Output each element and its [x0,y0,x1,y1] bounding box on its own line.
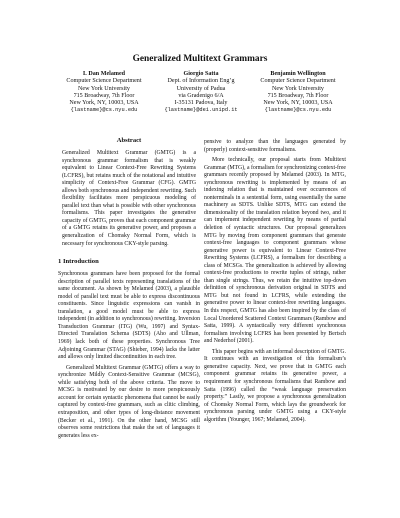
author-block [56,71,346,115]
intro-paragraph-1: Synchronous grammars have been proposed for the formal description of parallel texts representing translations of the same document. As shown by Melamed (2003), a plausible model of parallel text must be able to express discontinuous constituents. Since linguistic expressions can vanish in translation, a good model must be able to express independent (in addition to synchronous) rewriting. Inversion Transduction Grammar (ITG) (Wu, 1997) and Syntax-Directed Translation Schema (SDTS) (Aho and Ullman, 1969) lack both of these properties. Synchronous Tree Adjoining Grammar (STAG) (Shieber, 1994) lacks the latter and allows only limited discontinuities in each tree. [58,271,200,361]
author-dept: Computer Science Department [66,78,142,85]
intro-paragraph-3: More technically, our proposal starts from Multitext Grammar (MTG), a formalism for synchronizing context-free grammars recently proposed by Melamed (2003). In MTG, synchronous rewriting is implemented by means of an indexing relation that is maintained over occurrences of nonterminals in a sentential form, using essentially the same machinery as SDTS. Unlike SDTS, MTG can extend the dimensionality of the translation relation beyond two, and it can implement independent rewriting by means of partial deletion of syntactic structures. Our proposal generalizes MTG by moving from component grammars that generate context-free languages to component grammars whose generative power is equivalent to Linear Context-Free Rewriting Systems (LCFRS), a formalism for describing a class of MCSGs. The generalization is achieved by allowing context-free productions to rewrite tuples of strings, rather than single strings. Thus, we retain the intuitive top-down definition of synchronous derivation original in SDTS and MTG but not found in LCFRS, while extending the generative power to linear context-free rewriting languages. In this respect, GMTG has also been inspired by the class of Local Unordered Scattered Context Grammars (Rambow and Satta, 1999). A syntactically very different synchronous formalism involving LCFRS has been presented by Bertsch and Nederhof (2001). [204,157,346,345]
author-dept: Dept. of Information Eng’g [167,78,235,85]
left-column [58,137,200,440]
author-email: {lastname}@dei.unipd.it [164,107,238,114]
author-address: 715 Broadway, 7th Floor [267,92,329,99]
author-institution: New York University [272,85,324,92]
author-2 [153,71,249,115]
author-address: New York, NY, 10003, USA [263,100,333,107]
intro-paragraph-2: Generalized Multitext Grammar (GMTG) offers a way to synchronize Mildly Context-Sensitive Grammar (MCSG), while satisfying both of the above criteria. The move to MCSG is motivated by our desire to more perspicuously account for certain syntactic phenomena that cannot be easily captured by context-free grammars, such as clitic climbing, extraposition, and other types of long-distance movement (Becker et al., 1991). On the other hand, MCSG still observes some restrictions that make the set of languages it generates less ex- [58,364,200,439]
author-name: I. Dan Melamed [82,71,126,77]
abstract-text: Generalized Multitext Grammar (GMTG) is a synchronous grammar formalism that is weakly equivalent to Linear Context-Free Rewriting Systems (LCFRS), but retains much of the notational and intuitive simplicity of Context-Free Grammar (CFG). GMTG allows both synchronous and independent rewriting. Such flexibility facilitates more perspicuous modeling of parallel text than what is possible with other synchronous formalisms. This paper investigates the generative capacity of GMTG, proves that each component grammar of a GMTG retains its generative power, and proposes a generalization of Chomsky Normal Form, which is necessary for synchronous CKY-style parsing. [62,150,196,247]
intro-paragraph-continued: pensive to analyze than the languages generated by (properly) context-sensitive formalisms. [204,139,346,153]
author-institution: New York University [78,85,130,92]
author-email: {lastname}@cs.nyu.edu [264,107,332,114]
author-1 [56,71,152,115]
author-address: New York, NY, 10003, USA [69,100,139,107]
intro-paragraph-4: This paper begins with an informal description of GMTG. It continues with an investigation of this formalism’s generative capacity. Next, we prove that in GMTG each component grammar retains its generative power, a requirement for synchronous formalisms that Rambow and Satta (1996) called the “weak language preservation property.” Lastly, we propose a synchronous generalization of Chomsky Normal Form, which lays the groundwork for synchronous parsing under GMTG using a CKY-style algorithm (Younger, 1967; Melamed, 2004). [204,348,346,423]
right-column [204,139,346,424]
author-address: I-35131 Padova, Italy [174,100,228,107]
author-address: via Gradenigo 6/A [178,92,224,99]
author-name: Benjamin Wellington [270,71,326,77]
author-name: Giorgio Satta [183,71,219,77]
abstract-heading: Abstract [116,137,142,144]
section-heading-introduction: 1 Introduction [58,258,99,266]
author-dept: Computer Science Department [260,78,336,85]
author-institution: University of Padua [176,85,226,92]
paper-title: Generalized Multitext Grammars [132,54,268,64]
author-address: 715 Broadway, 7th Floor [73,92,135,99]
author-email: {lastname}@cs.nyu.edu [70,107,138,114]
author-3 [250,71,346,115]
